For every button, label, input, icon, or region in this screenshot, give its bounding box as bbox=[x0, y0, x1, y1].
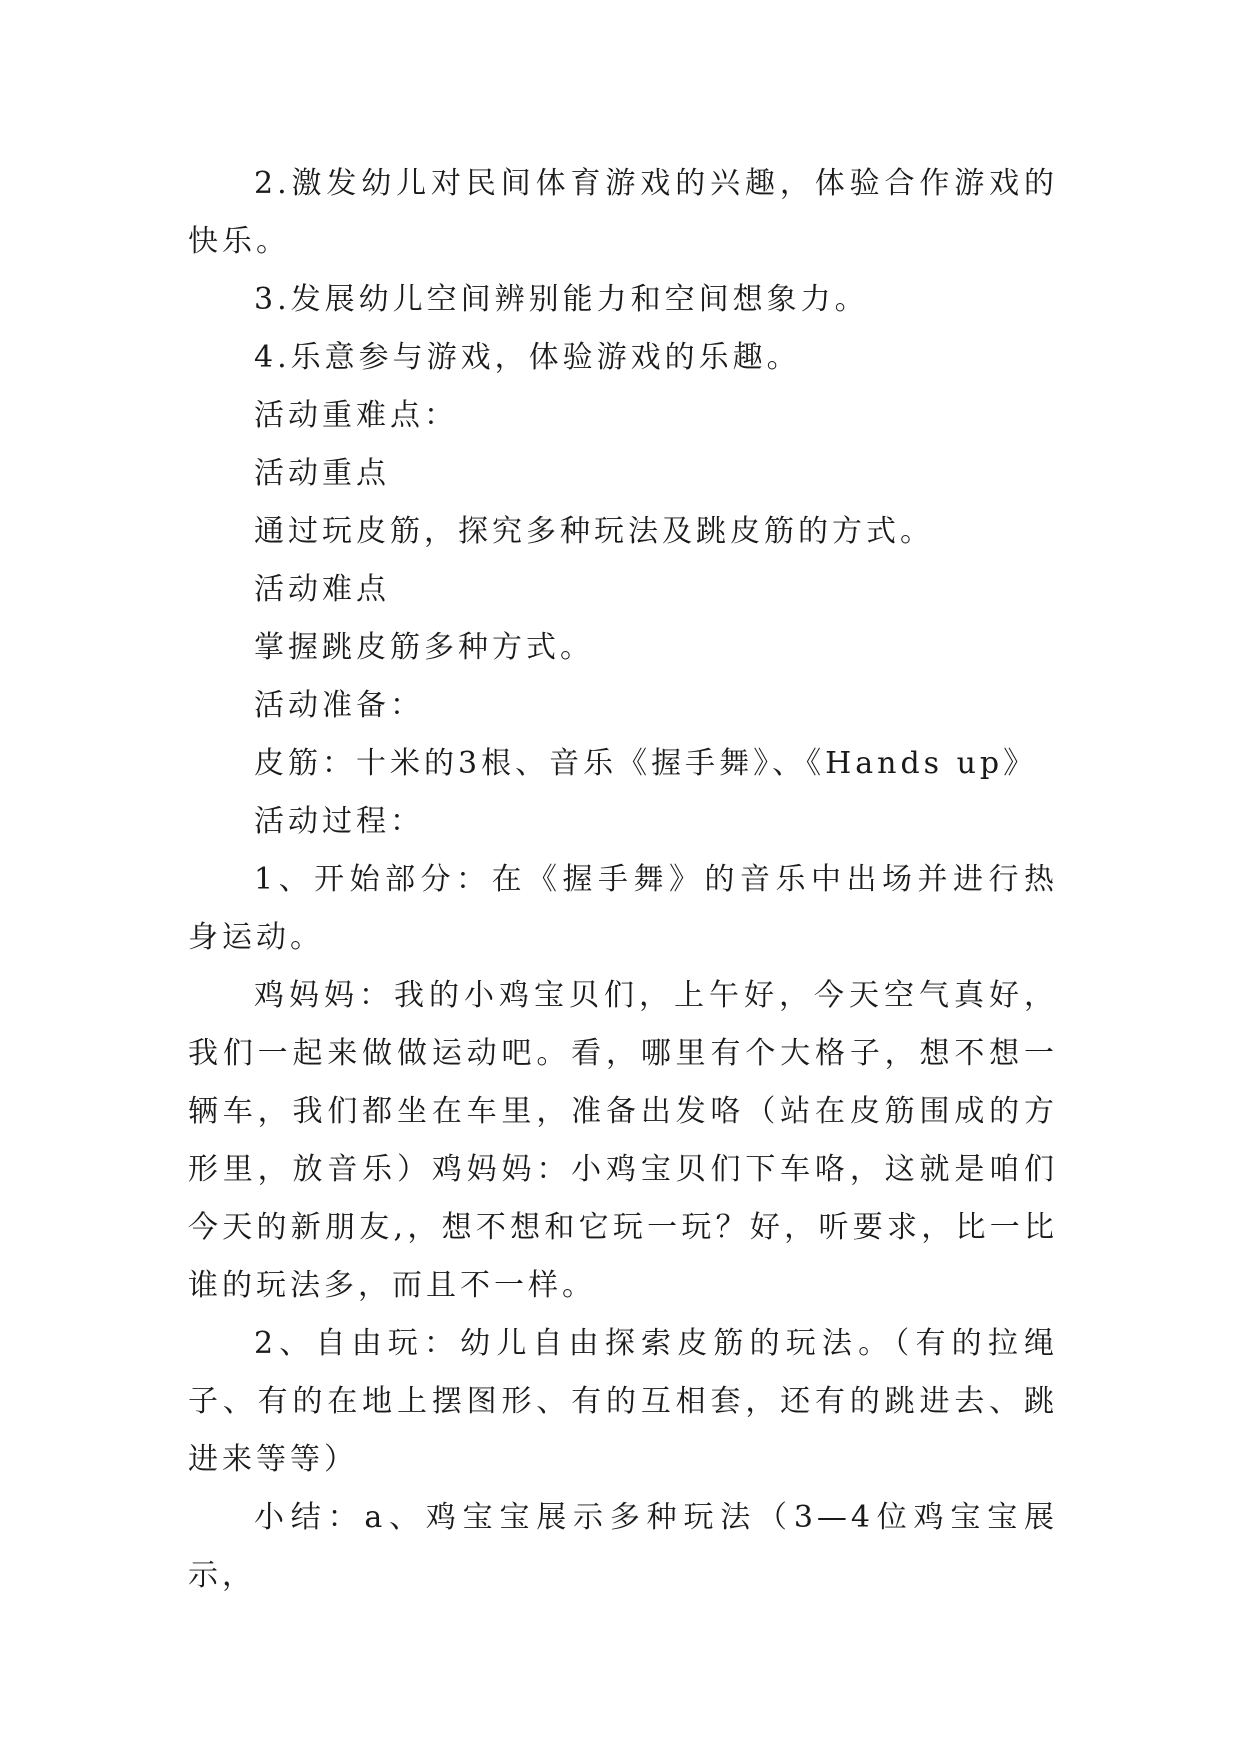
paragraph-difficulty: 掌握跳皮筋多种方式。 bbox=[254, 630, 594, 665]
subheading-difficulty: 活动难点 bbox=[254, 572, 390, 607]
paragraph-goal-4: 4.乐意参与游戏，体验游戏的乐趣。 bbox=[254, 340, 801, 375]
heading-preparation: 活动准备： bbox=[254, 688, 424, 723]
document-body bbox=[188, 155, 1058, 1605]
paragraph-key-point: 通过玩皮筋，探究多种玩法及跳皮筋的方式。 bbox=[254, 514, 934, 549]
paragraph-dialogue: 鸡妈妈：我的小鸡宝贝们，上午好，今天空气真好，我们一起来做做运动吧。看，哪里有个大格子，想不想一辆车，我们都坐在车里，准备出发咯（站在皮筋围成的方形里，放音乐）鸡妈妈：小鸡宝贝们下车咯，这就是咱们今天的新朋友,，想不想和它玩一玩？好，听要求，比一比谁的玩法多，而且不一样。 bbox=[188, 978, 1058, 1303]
heading-process: 活动过程： bbox=[254, 804, 424, 839]
paragraph-goal-2: 2.激发幼儿对民间体育游戏的兴趣，体验合作游戏的快乐。 bbox=[188, 166, 1058, 259]
paragraph-step-2: 2、自由玩：幼儿自由探索皮筋的玩法。（有的拉绳子、有的在地上摆图形、有的互相套，还有的跳进去、跳进来等等） bbox=[188, 1326, 1058, 1477]
heading-key-difficulties: 活动重难点： bbox=[254, 398, 458, 433]
subheading-key-point: 活动重点 bbox=[254, 456, 390, 491]
paragraph-step-1: 1、开始部分：在《握手舞》的音乐中出场并进行热身运动。 bbox=[188, 862, 1058, 955]
paragraph-summary: 小结：a、鸡宝宝展示多种玩法（3—4位鸡宝宝展示， bbox=[188, 1500, 1058, 1593]
paragraph-goal-3: 3.发展幼儿空间辨别能力和空间想象力。 bbox=[254, 282, 869, 317]
paragraph-preparation: 皮筋：十米的3根、音乐《握手舞》、《Hands up》 bbox=[254, 746, 1038, 781]
